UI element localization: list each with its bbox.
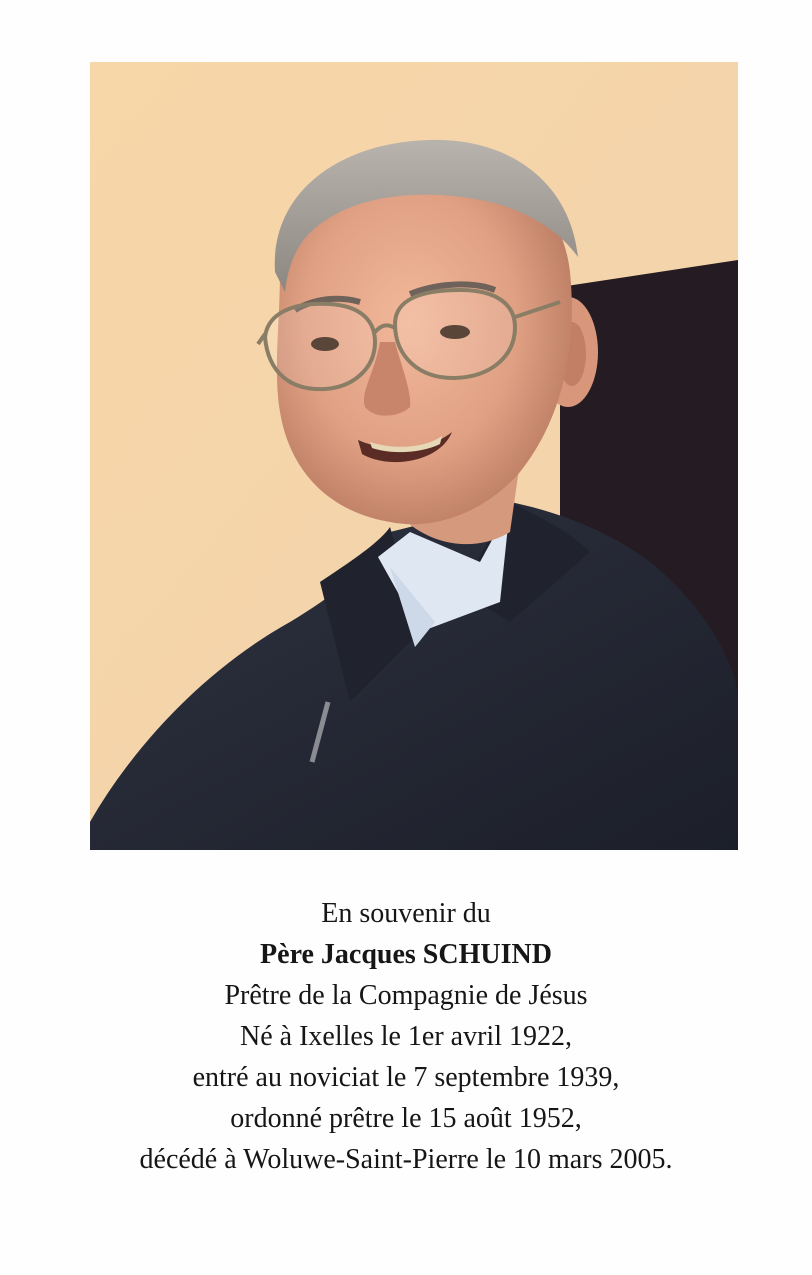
- caption-novitiate: entré au noviciat le 7 septembre 1939,: [192, 1062, 620, 1093]
- portrait-photo: [90, 62, 738, 850]
- caption-intro: En souvenir du: [321, 898, 491, 929]
- memorial-caption: [0, 893, 812, 1180]
- caption-ordination: ordonné prêtre le 15 août 1952,: [230, 1103, 582, 1134]
- deceased-name: Père Jacques SCHUIND: [260, 939, 552, 970]
- caption-birth: Né à Ixelles le 1er avril 1922,: [240, 1021, 572, 1052]
- portrait-illustration: [90, 62, 738, 850]
- caption-death: décédé à Woluwe-Saint-Pierre le 10 mars 2005.: [139, 1144, 673, 1175]
- caption-order: Prêtre de la Compagnie de Jésus: [224, 980, 588, 1011]
